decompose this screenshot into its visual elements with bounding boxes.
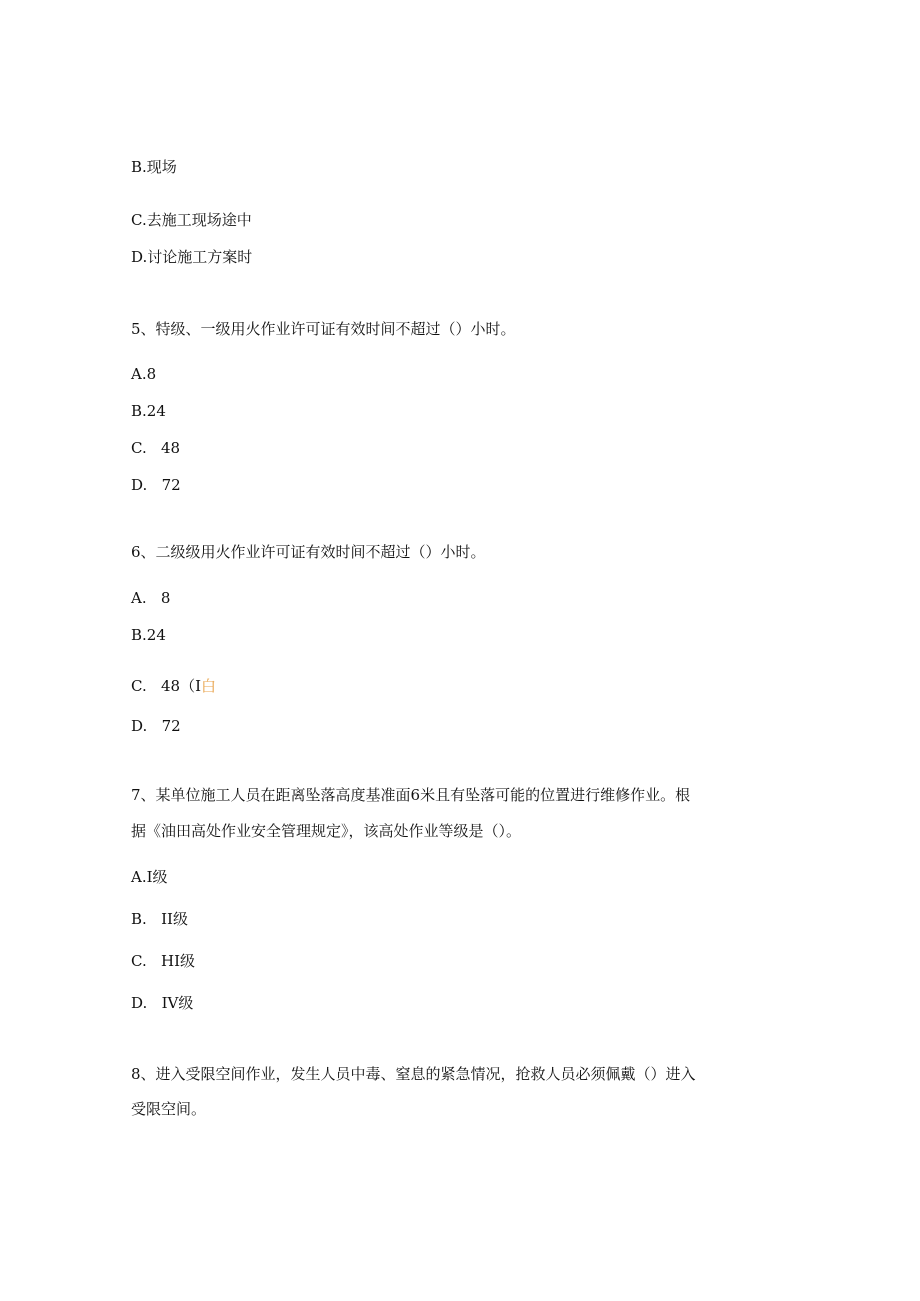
q7-option-b: B. II级 [131,910,188,928]
q5-question: 5、特级、一级用火作业许可证有效时间不超过（）小时。 [131,320,516,338]
q5-option-b: B.24 [131,402,166,420]
q5-option-a: A.8 [131,365,157,383]
q6-option-c [131,676,216,696]
q7-option-a: A.I级 [131,868,168,886]
q6-option-b: B.24 [131,626,166,644]
q4-option-d: D.讨论施工方案时 [131,248,253,266]
q4-option-c: C.去施工现场途中 [131,211,252,229]
q7-question-line1: 7、某单位施工人员在距离坠落高度基准面6米且有坠落可能的位置进行维修作业。根 [131,786,691,804]
q5-option-c: C. 48 [131,439,181,457]
q7-question-line2: 据《油田高处作业安全管理规定》，该高处作业等级是（）。 [131,822,522,840]
q7-option-c: C. HI级 [131,952,196,970]
q7-option-d: D. IV级 [131,994,194,1012]
q6-option-c-text: C. 48（I [131,677,202,695]
q4-option-b: B.现场 [131,158,177,176]
q6-option-c-mark: 白 [201,677,217,695]
q8-question-line1: 8、进入受限空间作业，发生人员中毒、窒息的紧急情况，抢救人员必须佩戴（）进入 [131,1065,696,1083]
q5-option-d: D. 72 [131,476,181,494]
q8-question-line2: 受限空间。 [131,1100,207,1118]
q6-option-a: A. 8 [131,589,171,607]
q6-question: 6、二级级用火作业许可证有效时间不超过（）小时。 [131,543,486,561]
q6-option-d: D. 72 [131,717,181,735]
